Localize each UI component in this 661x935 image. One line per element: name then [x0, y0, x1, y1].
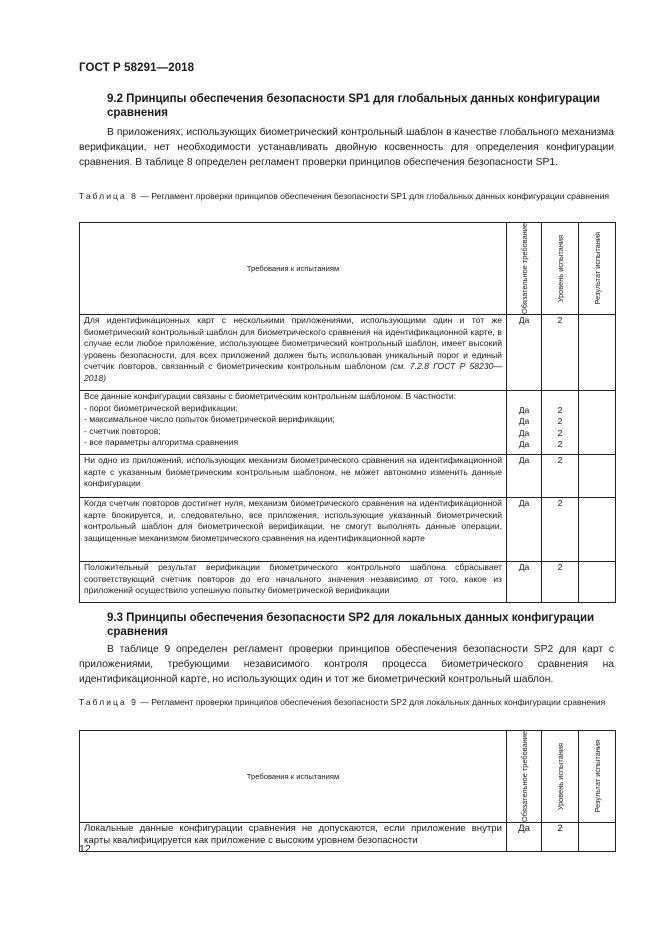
table-8-caption-text: — Регламент проверки принципов обеспечения безопасности SP1 для глобальных данных конфигурации сравнения	[137, 191, 610, 201]
section-9-2-title: 9.2 Принципы обеспечения безопасности SP1 для глобальных данных конфигурации сравнения	[107, 93, 600, 119]
mandatory-cell: Да	[507, 314, 542, 390]
standard-reference: (см. 7.2.8 ГОСТ Р 58230—2018)	[84, 361, 502, 383]
table-8-caption-label: Таблица 8	[79, 191, 138, 201]
result-cell	[579, 497, 616, 561]
requirement-item: - порог биометрической верификации;	[84, 402, 238, 413]
table-8-col-mandatory: Обязательное требование	[507, 223, 542, 315]
requirement-cell: Ни одно из приложений, использующих механизм биометрического сравнения на идентификационной карте с указанным биометрическим контрольным шаблоном, не может автономно изменить данные конфигурации	[80, 454, 507, 497]
section-9-3-paragraph	[79, 642, 614, 688]
result-cell	[579, 561, 616, 602]
table-9-col-result: Результат испытания	[579, 731, 616, 823]
mandatory-cell: Да	[507, 497, 542, 561]
table-row	[80, 390, 616, 454]
table-row	[80, 454, 616, 497]
document-id: ГОСТ Р 58291—2018	[79, 62, 195, 74]
table-9-col-requirements: Требования к испытаниям	[80, 731, 507, 823]
section-9-2-paragraph	[79, 125, 614, 171]
page-number: 12	[79, 843, 91, 855]
level-cell: 2 2 2 2	[542, 390, 579, 454]
table-8-header-row	[80, 223, 616, 315]
result-cell	[579, 314, 616, 390]
result-cell	[579, 454, 616, 497]
requirement-item: - счетчик повторов;	[84, 425, 161, 436]
level-cell: 2	[542, 454, 579, 497]
requirement-cell: Для идентификационных карт с несколькими приложениями, использующими один и тот же биометрический контрольный шаблон для биометрического сравнения на идентификационной карте, в случае если любое приложение, использующее биометрический контрольный шаблон, имеет высокий уровень безопасности, для всех приложений должен быть использован уникальный порог и единый счетчик повторов, связанный с биометрическим контрольным шаблоном (см. 7.2.8 ГОСТ Р 58230—2018)	[80, 314, 507, 390]
table-9-caption-label: Таблица 9	[79, 697, 138, 707]
requirement-cell	[80, 390, 507, 454]
mandatory-cell: Да	[507, 561, 542, 602]
mandatory-cell: Да Да Да Да	[507, 390, 542, 454]
result-cell	[579, 822, 616, 851]
table-9-header-row	[80, 731, 616, 823]
requirement-item: - максимальное число попыток биометрической верификации;	[84, 414, 335, 425]
table-row	[80, 822, 616, 851]
table-row	[80, 314, 616, 390]
table-8-col-level: Уровень испытания	[542, 223, 579, 315]
table-9-col-level: Уровень испытания	[542, 731, 579, 823]
requirement-cell: Локальные данные конфигурации сравнения не допускаются, если приложение внутри карты квалифицируется как приложение с высоким уровнем безопасности	[80, 822, 507, 851]
table-row	[80, 561, 616, 602]
table-8-col-result: Результат испытания	[579, 223, 616, 315]
mandatory-cell: Да	[507, 822, 542, 851]
table-9-caption	[79, 697, 614, 709]
section-9-3-title: 9.3 Принципы обеспечения безопасности SP2 для локальных данных конфигурации сравнения	[107, 612, 595, 638]
table-8	[79, 222, 616, 603]
table-9	[79, 730, 616, 852]
requirement-cell: Положительный результат верификации биометрического контрольного шаблона сбрасывает соответствующий счетчик повторов до его начального значения независимо от того, какое из приложений осуществило успешную попытку биометрической верификации	[80, 561, 507, 602]
requirement-intro: Все данные конфигурации связаны с биометрическим контрольным шаблоном. В частности:	[84, 390, 457, 401]
result-cell	[579, 390, 616, 454]
requirement-item: - все параметры алгоритма сравнения	[84, 437, 239, 448]
level-cell: 2	[542, 561, 579, 602]
table-9-col-mandatory: Обязательное требование	[507, 731, 542, 823]
mandatory-cell: Да	[507, 454, 542, 497]
table-8-caption	[79, 191, 614, 203]
section-9-2-text: В приложениях, использующих биометрический контрольный шаблон в качестве глобального механизма верификации, нет необходимости устанавливать двойную косвенность для определения конфигурации сравнения. В таблице 8 определен регламент проверки принципов обеспечения безопасности SP1.	[79, 127, 614, 169]
requirement-cell: Когда счетчик повторов достигнет нуля, механизм биометрического сравнения на идентификационной карте блокируется, и, следовательно, все приложения, использующие указанный биометрический контрольный шаблон для биометрической верификации, не смогут выполнять данные операции, защищенные механизмом биометрического сравнения на идентификационной карте	[80, 497, 507, 561]
level-cell: 2	[542, 314, 579, 390]
table-9-caption-text: — Регламент проверки принципов обеспечения безопасности SP2 для локальных данных конфигурации сравнения	[137, 697, 606, 707]
level-cell: 2	[542, 822, 579, 851]
section-9-3-text: В таблице 9 определен регламент проверки принципов обеспечения безопасности SP2 для карт с приложениями, требующими независимого контроля процесса биометрического сравнения на идентификационной карте, но использующих один и тот же биометрический контрольный шаблон.	[79, 644, 614, 686]
table-8-col-requirements: Требования к испытаниям	[80, 223, 507, 315]
table-row	[80, 497, 616, 561]
level-cell: 2	[542, 497, 579, 561]
